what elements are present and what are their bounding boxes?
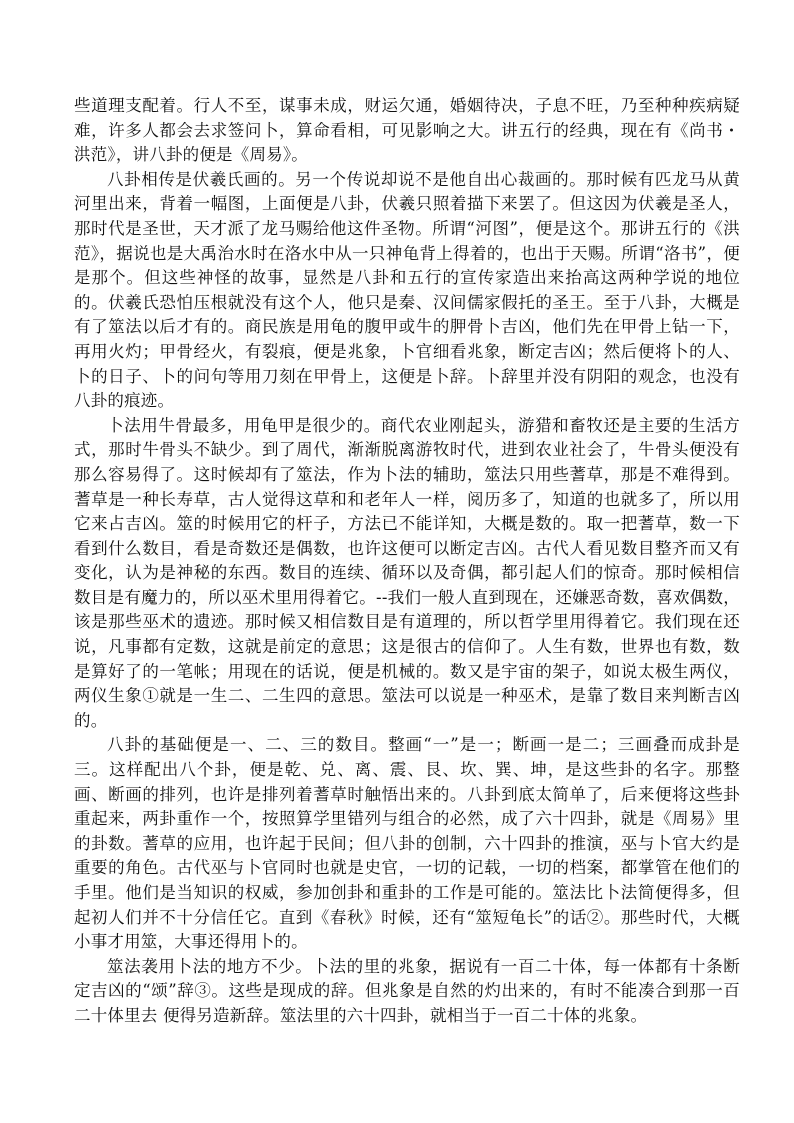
paragraph-1: 些道理支配着。行人不至，谋事未成，财运欠通，婚姻待决，子息不旺，乃至种种疾病疑难，许多人都会去求签问卜，算命看相，可见影响之大。讲五行的经典，现在有《尚书・洪范》，讲八卦的便是《周易》。 [74,96,740,165]
document-page [74,94,740,1029]
paragraph-4: 八卦的基础便是一、二、三的数目。整画“一”是一；断画一是二；三画叠而成卦是三。这样配出八个卦，便是乾、兑、离、震、艮、坎、巽、坤，是这些卦的名字。那整画、断画的排列，也许是排列着蓍草时触悟出来的。八卦到底太简单了，后来便将这些卦重起来，两卦重作一个，按照算学里错列与组合的必然，成了六十四卦，就是《周易》里的卦数。蓍草的应用，也许起于民间；但八卦的创制，六十四卦的推演，巫与卜官大约是重要的角色。古代巫与卜官同时也就是史官，一切的记载，一切的档案，都掌管在他们的手里。他们是当知识的权威，参加创卦和重卦的工作是可能的。筮法比卜法简便得多，但起初人们并不十分信任它。直到《春秋》时候，还有“筮短龟长”的话②。那些时代，大概小事才用筮，大事还得用卜的。 [74,735,740,952]
paragraph-3: 卜法用牛骨最多，用龟甲是很少的。商代农业刚起头，游猎和畜牧还是主要的生活方式，那时牛骨头不缺少。到了周代，渐渐脱离游牧时代，进到农业社会了，牛骨头便没有那么容易得了。这时候却有了筮法，作为卜法的辅助，筮法只用些蓍草，那是不难得到。蓍草是一种长寿草，古人觉得这草和和老年人一样，阅历多了，知道的也就多了，所以用它来占吉凶。筮的时候用它的杆子，方法已不能详知，大概是数的。取一把蓍草，数一下看到什么数目，看是奇数还是偶数，也许这便可以断定吉凶。古代人看见数目整齐而又有变化，认为是神秘的东西。数目的连续、循环以及奇偶，都引起人们的惊奇。那时候相信数目是有魔力的，所以巫术里用得着它。--我们一般人直到现在，还嫌恶奇数，喜欢偶数，该是那些巫术的遗迹。那时候又相信数目是有道理的，所以哲学里用得着它。我们现在还说，凡事都有定数，这就是前定的意思；这是很古的信仰了。人生有数，世界也有数，数是算好了的一笔帐；用现在的话说，便是机械的。数又是宇宙的架子，如说太极生两仪，两仪生象①就是一生二、二生四的意思。筮法可以说是一种巫术，是靠了数目来判断吉凶的。 [74,415,740,730]
paragraph-2: 八卦相传是伏羲氏画的。另一个传说却说不是他自出心裁画的。那时候有匹龙马从黄河里出来，背着一幅图，上面便是八卦，伏羲只照着描下来罢了。但这因为伏羲是圣人，那时代是圣世，天才派了龙马赐给他这件圣物。所谓“河图”，便是这个。那讲五行的《洪范》，据说也是大禹治水时在洛水中从一只神龟背上得着的，也出于天赐。所谓“洛书”，便是那个。但这些神怪的故事，显然是八卦和五行的宣传家造出来抬高这两种学说的地位的。伏羲氏恐怕压根就没有这个人，他只是秦、汉间儒家假托的圣王。至于八卦，大概是有了筮法以后才有的。商民族是用龟的腹甲或牛的胛骨卜吉凶，他们先在甲骨上钻一下，再用火灼；甲骨经火，有裂痕，便是兆象，卜官细看兆象，断定吉凶；然后便将卜的人、卜的日子、卜的问句等用刀刻在甲骨上，这便是卜辞。卜辞里并没有阴阳的观念，也没有八卦的痕迹。 [74,169,740,411]
paragraph-5: 筮法袭用卜法的地方不少。卜法的里的兆象，据说有一百二十体，每一体都有十条断定吉凶的“颂”辞③。这些是现成的辞。但兆象是自然的灼出来的，有时不能凑合到那一百二十体里去 便得另造新辞。筮法里的六十四卦，就相当于一百二十体的兆象。 [74,956,740,1025]
